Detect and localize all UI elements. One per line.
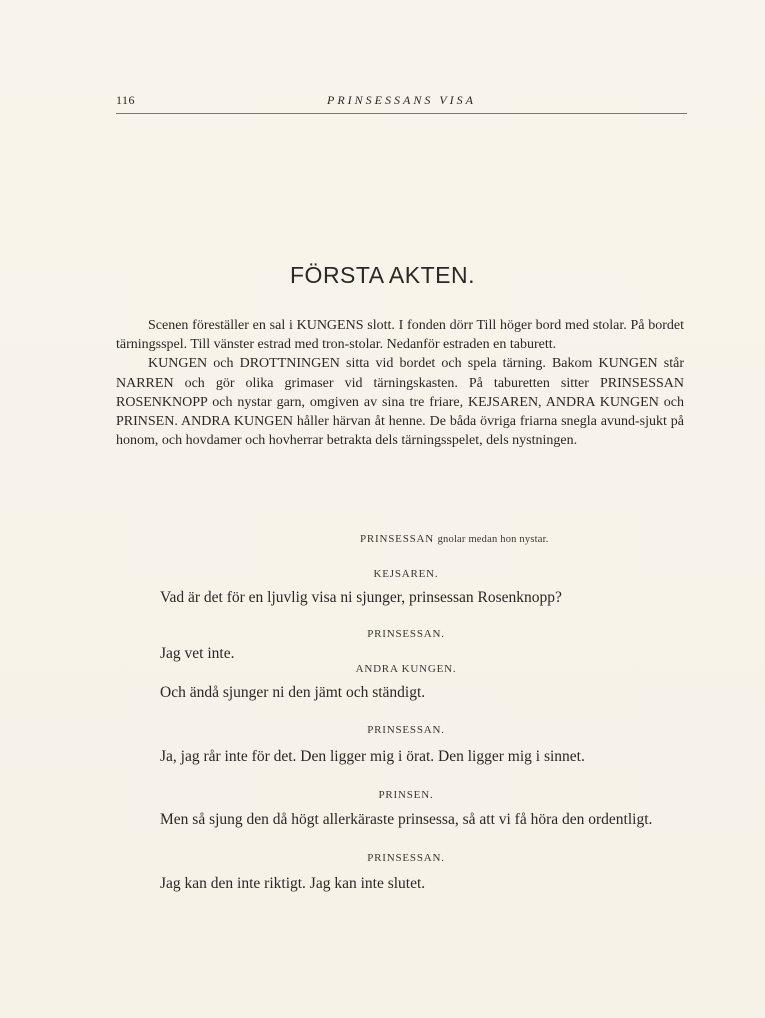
speaker-prinsessan-1: PRINSESSAN. — [367, 628, 445, 640]
stage-direction-paragraph-2: KUNGEN och DROTTNINGEN sitta vid bordet och spela tärning. Bakom KUNGEN står NARREN och gör olika grimaser vid tärningskasten. På taburetten sitter PRINSESSAN ROSENKNOPP och nystar garn, omgiven av sina tre friare, KEJSAREN, ANDRA KUNGEN och PRINSEN. ANDRA KUNGEN håller härvan åt henne. De båda övriga friarna snegla avund-sjukt på honom, och hovdamer och hovherrar betrakta dels tärningsspelet, dels nystningen. — [116, 356, 684, 449]
speaker-prinsessan-2: PRINSESSAN. — [367, 724, 445, 736]
stage-directions — [116, 316, 684, 450]
running-title: PRINSESSANS VISA — [327, 93, 476, 107]
speaker-andra-kungen: ANDRA KUNGEN. — [355, 663, 457, 675]
stage-direction-paragraph-1: Scenen föreställer en sal i KUNGENS slott. I fonden dörr Till höger bord med stolar. På bordet tärningsspel. Till vänster estrad med tron-stolar. Nedanför estraden en taburett. — [116, 318, 684, 353]
dialogue-line-4 — [128, 745, 684, 768]
page-number: 116 — [116, 93, 136, 107]
act-title: FÖRSTA AKTEN. — [290, 262, 475, 288]
dialogue-line-3 — [128, 682, 684, 704]
dialogue-line-1 — [128, 587, 684, 609]
dialogue-line-5 — [128, 808, 684, 831]
dialogue-line-6 — [128, 873, 684, 895]
speaker-kejsaren: KEJSAREN. — [373, 568, 439, 580]
dialogue-line-2 — [128, 643, 684, 665]
stage-note: gnolar medan hon nystar. — [437, 534, 549, 545]
page-header — [116, 93, 687, 114]
speaker-prinsen: PRINSEN. — [378, 789, 434, 801]
dialogue-text: Ja, jag rår inte för det. Den ligger mig i örat. Den ligger mig i sinnet. — [160, 748, 585, 765]
dialogue-text: Och ändå sjunger ni den jämt och ständigt. — [160, 684, 426, 701]
dialogue-text: Jag vet inte. — [160, 645, 235, 662]
dialogue-text: Men så sjung den då högt allerkäraste prinsessa, så att vi få höra den ordentligt. — [160, 811, 653, 828]
dialogue-text: Vad är det för en ljuvlig visa ni sjunger, prinsessan Rosenknopp? — [160, 589, 562, 606]
dialogue-text: Jag kan den inte riktigt. Jag kan inte slutet. — [160, 875, 426, 892]
speaker-prinsessan-3: PRINSESSAN. — [367, 852, 445, 864]
speaker-name: PRINSESSAN — [360, 533, 435, 545]
direction-prinsessan-gnolar — [360, 533, 660, 545]
